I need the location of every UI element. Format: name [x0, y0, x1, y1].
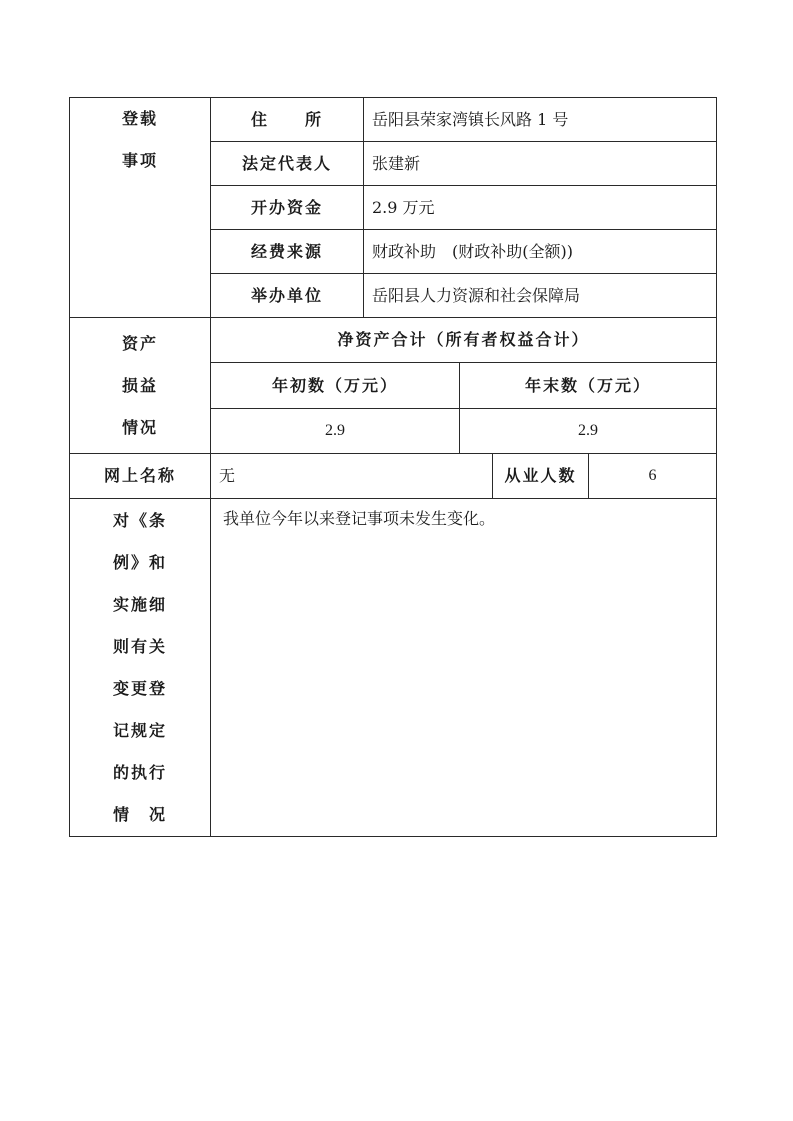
staff-count-label: 从业人数: [493, 454, 589, 499]
funding-source-value: 财政补助 (财政补助(全额)): [364, 230, 717, 274]
execution-label-line-3: 实施细: [112, 595, 167, 614]
capital-value: 2.9 万元: [364, 186, 717, 230]
online-name-label: 网上名称: [70, 454, 211, 499]
execution-label-line-1: 对《条: [112, 511, 167, 530]
net-assets-header: 净资产合计（所有者权益合计）: [211, 318, 717, 363]
registration-section-label: [70, 98, 211, 318]
address-label: 住 所: [211, 98, 364, 142]
sponsor-label: 举办单位: [211, 274, 364, 318]
legal-rep-label: 法定代表人: [211, 142, 364, 186]
assets-section-label: [70, 318, 211, 454]
online-name-value: 无: [211, 454, 493, 499]
execution-text: 我单位今年以来登记事项未发生变化。: [211, 499, 717, 837]
legal-rep-value: 张建新: [364, 142, 717, 186]
assets-label-line-1: 资产: [121, 333, 158, 353]
execution-label-line-6: 记规定: [112, 721, 167, 740]
address-row: [70, 98, 717, 142]
execution-section-label: [70, 499, 211, 837]
address-value: 岳阳县荣家湾镇长风路 1 号: [364, 98, 717, 142]
annual-report-table: [69, 97, 717, 837]
sponsor-value: 岳阳县人力资源和社会保障局: [364, 274, 717, 318]
execution-label-line-2: 例》和: [112, 553, 167, 572]
staff-count-value: 6: [589, 454, 717, 499]
assets-label-line-2: 损益: [121, 375, 158, 395]
capital-label: 开办资金: [211, 186, 364, 230]
end-year-header: 年末数（万元）: [460, 363, 717, 409]
execution-label-line-5: 变更登: [112, 679, 167, 698]
registration-label-line-2: 事项: [121, 151, 158, 170]
execution-label-line-7: 的执行: [112, 763, 167, 782]
end-year-value: 2.9: [460, 409, 717, 454]
registration-label-line-1: 登载: [121, 109, 158, 128]
assets-label-line-3: 情况: [121, 417, 158, 437]
funding-source-label: 经费来源: [211, 230, 364, 274]
execution-label-line-8: 情 况: [112, 805, 167, 824]
execution-label-line-4: 则有关: [112, 637, 167, 656]
net-assets-header-row: [70, 318, 717, 363]
begin-year-value: 2.9: [211, 409, 460, 454]
online-row: [70, 454, 717, 499]
execution-row: [70, 499, 717, 837]
begin-year-header: 年初数（万元）: [211, 363, 460, 409]
